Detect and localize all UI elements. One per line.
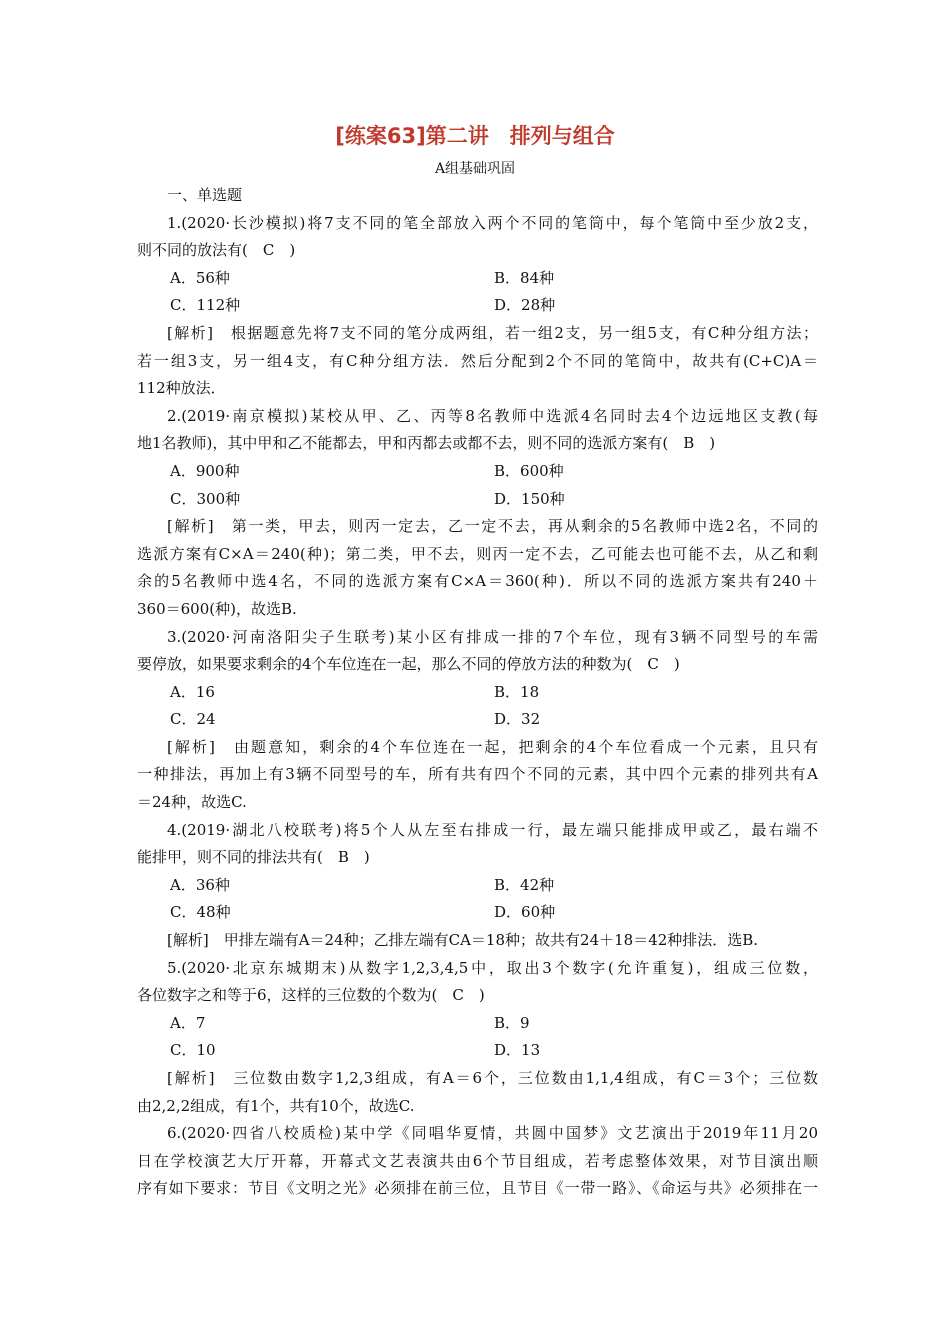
option-d: D．28种: [494, 296, 556, 315]
option-d: D．150种: [494, 489, 565, 508]
question-2-options-row-2: [137, 486, 818, 514]
question-4-line-1: 4.(2019·湖北八校联考)将5个人从左至右排成一行，最左端只能排成甲或乙，最右端不: [167, 820, 818, 839]
option-c: C．10: [170, 1041, 216, 1060]
question-5-line-1: 5.(2020·北京东城期末)从数字1,2,3,4,5中，取出3个数字(允许重复)，组成三位数，: [167, 958, 818, 977]
section-heading: 一、单选题: [167, 186, 243, 204]
question-5-solution-line-1: [解析] 三位数由数字1,2,3组成，有A＝6个，三位数由1,1,4组成，有C＝3个；三位数: [167, 1069, 818, 1087]
question-1-options-row-2: [137, 292, 818, 320]
question-1-line-2: 则不同的放法有( C ): [137, 241, 296, 260]
question-5-line-2: 各位数字之和等于6，这样的三位数的个数为( C ): [137, 986, 485, 1005]
option-d: D．60种: [494, 903, 556, 922]
option-d: D．13: [494, 1041, 541, 1060]
option-a: A．7: [170, 1013, 206, 1032]
option-a: A．56种: [170, 268, 230, 287]
question-3-solution-line-2: 一种排法，再加上有3辆不同型号的车，所有共有四个不同的元素，其中四个元素的排列共有A: [137, 765, 818, 784]
question-1-line-1: 1.(2020·长沙模拟)将7支不同的笔全部放入两个不同的笔筒中，每个笔筒中至少放2支，: [167, 213, 818, 232]
question-2-solution-line-2: 选派方案有C×A＝240(种)；第二类，甲不去，则丙一定不去，乙可能去也可能不去，从乙和剩: [137, 544, 818, 563]
question-3-solution-line-3: ＝24种，故选C.: [137, 793, 247, 812]
question-6-line-2: 日在学校演艺大厅开幕，开幕式文艺表演共由6个节目组成，若考虑整体效果，对节目演出顺: [137, 1151, 818, 1170]
option-a: A．900种: [170, 461, 240, 480]
option-b: B．600种: [494, 461, 564, 480]
question-4-options-row-1: [137, 872, 818, 900]
question-3-line-1: 3.(2020·河南洛阳尖子生联考)某小区有排成一排的7个车位，现有3辆不同型号的车需: [167, 627, 818, 646]
option-c: C．112种: [170, 296, 241, 315]
question-3-solution-line-1: [解析] 由题意知，剩余的4个车位连在一起，把剩余的4个车位看成一个元素，且只有: [167, 737, 818, 756]
option-b: B．84种: [494, 268, 555, 287]
option-c: C．300种: [170, 489, 241, 508]
option-c: C．24: [170, 710, 216, 729]
page-title: [练案63]第二讲 排列与组合: [335, 124, 615, 148]
content-body: [137, 182, 818, 1203]
option-a: A．36种: [170, 875, 230, 894]
question-6-line-3: 序有如下要求：节目《文明之光》必须排在前三位，且节目《一带一路》、《命运与共》必须排在一: [137, 1179, 818, 1198]
question-1-solution-line-3: 112种放法．: [137, 379, 226, 398]
question-4-options-row-2: [137, 899, 818, 927]
option-d: D．32: [494, 710, 541, 729]
question-2-solution-line-1: [解析] 第一类，甲去，则丙一定去，乙一定不去，再从剩余的5名教师中选2名，不同的: [167, 517, 818, 536]
question-3-options-row-2: [137, 706, 818, 734]
question-5-options-row-2: [137, 1037, 818, 1065]
question-2-line-1: 2.(2019·南京模拟)某校从甲、乙、丙等8名教师中选派4名同时去4个边远地区支教(每: [167, 406, 818, 425]
option-b: B．9: [494, 1013, 530, 1032]
question-3-options-row-1: [137, 679, 818, 707]
question-2-options-row-1: [137, 458, 818, 486]
question-2-solution-line-3: 余的5名教师中选4名，不同的选派方案有C×A＝360(种)．所以不同的选派方案共有240＋: [137, 572, 818, 591]
option-a: A．16: [170, 682, 215, 701]
question-4-line-2: 能排甲，则不同的排法共有( B ): [137, 848, 370, 867]
page-subtitle: A组基础巩固: [434, 161, 516, 177]
question-3-line-2: 要停放，如果要求剩余的4个车位连在一起，那么不同的停放方法的种数为( C ): [137, 655, 680, 674]
question-5-solution-line-2: 由2,2,2组成，有1个，共有10个，故选C.: [137, 1096, 415, 1115]
question-6-line-1: 6.(2020·四省八校质检)某中学《同唱华夏情，共圆中国梦》文艺演出于2019年11月20: [167, 1124, 818, 1143]
option-b: B．18: [494, 682, 540, 701]
question-2-line-2: 地1名教师)，其中甲和乙不能都去，甲和丙都去或都不去，则不同的选派方案有( B ): [137, 434, 716, 453]
question-1-options-row-1: [137, 265, 818, 293]
question-1-solution-line-2: 若一组3支，另一组4支，有C种分组方法．然后分配到2个不同的笔筒中，故共有(C+C)A＝: [137, 351, 818, 370]
option-c: C．48种: [170, 903, 231, 922]
option-b: B．42种: [494, 875, 555, 894]
question-5-options-row-1: [137, 1010, 818, 1038]
question-2-solution-line-4: 360＝600(种)，故选B.: [137, 599, 297, 618]
question-4-solution-line-1: [解析] 甲排左端有A＝24种；乙排左端有CA＝18种；故共有24＋18＝42种排法．选B.: [167, 931, 759, 950]
question-1-solution-line-1: [解析] 根据题意先将7支不同的笔分成两组，若一组2支，另一组5支，有C种分组方法；: [167, 323, 818, 342]
